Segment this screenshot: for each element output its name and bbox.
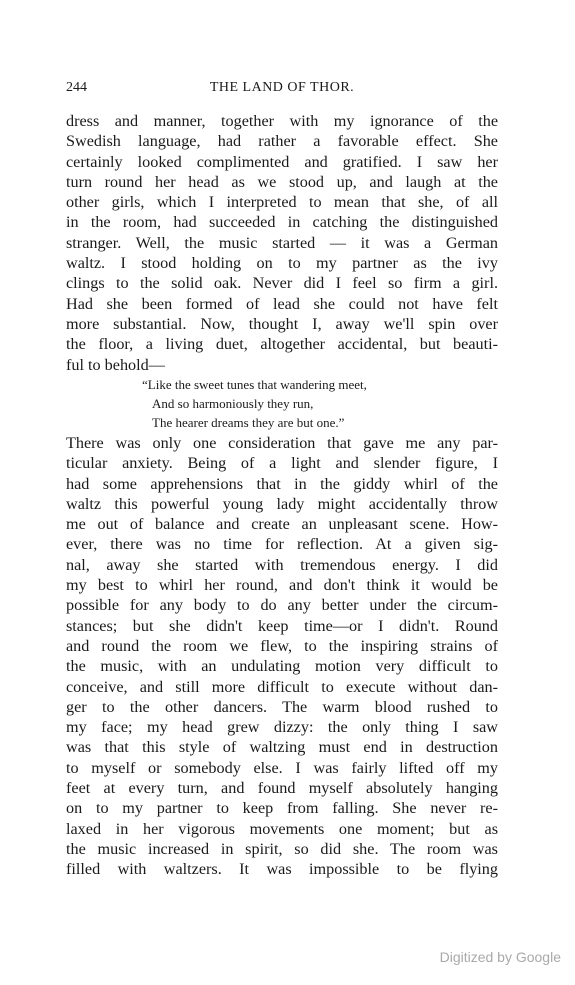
text-line: me out of balance and create an unpleasant scene. How- (66, 515, 498, 534)
text-line: clings to the solid oak. Never did I feel so firm a girl. (66, 274, 498, 293)
text-line: turn round her head as we stood up, and laugh at the (66, 172, 498, 191)
text-line: There was only one consideration that gave me any par- (66, 434, 498, 452)
text-line: stranger. Well, the music started — it was a German (66, 233, 498, 252)
digitized-watermark: Digitized by Google (439, 949, 561, 965)
text-line: other girls, which I interpreted to mean that she, of all (66, 193, 498, 212)
text-line: in the room, had succeeded in catching the distinguished (66, 213, 498, 232)
text-line: conceive, and still more difficult to execute without dan- (66, 677, 498, 696)
text-line: ever, there was no time for reflection. At a given sig- (66, 535, 498, 554)
text-line: my face; my head grew dizzy: the only thing I saw (66, 718, 498, 737)
verse-line: “Like the sweet tunes that wandering meet, (142, 377, 367, 392)
text-line: certainly looked complimented and gratified. I saw her (66, 152, 498, 171)
text-line: waltz. I stood holding on to my partner as the ivy (66, 254, 498, 273)
page-header (66, 80, 498, 100)
text-line: ful to behold— (66, 355, 165, 374)
text-line: ger to the other dancers. The warm blood rushed to (66, 697, 498, 716)
verse-line: And so harmoniously they run, (152, 396, 314, 411)
text-line: possible for any body to do any better under the circum- (66, 596, 498, 615)
text-line: on to my partner to keep from falling. She never re- (66, 799, 498, 818)
paragraph-2 (66, 433, 498, 880)
text-line: the music, with an undulating motion very difficult to (66, 657, 498, 676)
text-line: Swedish language, had rather a favorable effect. She (66, 132, 498, 151)
text-line: to myself or somebody else. I was fairly lifted off my (66, 758, 498, 777)
paragraph-1 (66, 111, 498, 375)
verse-quote (66, 375, 498, 432)
text-line: nal, away she started with tremendous energy. I did (66, 555, 498, 574)
text-line: filled with waltzers. It was impossible to be flying (66, 860, 498, 879)
text-line: more substantial. Now, thought I, away we'll spin over (66, 314, 498, 333)
text-line: was that this style of waltzing must end in destruction (66, 738, 498, 757)
text-line: had some apprehensions that in the giddy whirl of the (66, 474, 498, 493)
text-line: ticular anxiety. Being of a light and slender figure, I (66, 454, 498, 473)
text-line: laxed in her vigorous movements one moment; but as (66, 819, 498, 838)
text-line: stances; but she didn't keep time—or I didn't. Round (66, 616, 498, 635)
running-title: THE LAND OF THOR. (209, 80, 355, 95)
text-line: my best to whirl her round, and don't think it would be (66, 576, 498, 595)
page-number: 244 (66, 80, 87, 95)
text-line: the music increased in spirit, so did she. The room was (66, 839, 498, 858)
text-line: and round the room we flew, to the inspiring strains of (66, 636, 498, 655)
text-line: dress and manner, together with my ignorance of the (66, 112, 498, 130)
verse-line: The hearer dreams they are but one.” (152, 415, 345, 430)
text-line: the floor, a living duet, altogether accidental, but beauti- (66, 335, 498, 354)
text-line: feet at every turn, and found myself absolutely hanging (66, 779, 498, 798)
text-line: waltz this powerful young lady might accidentally throw (66, 494, 498, 513)
text-line: Had she been formed of lead she could not have felt (66, 294, 498, 313)
